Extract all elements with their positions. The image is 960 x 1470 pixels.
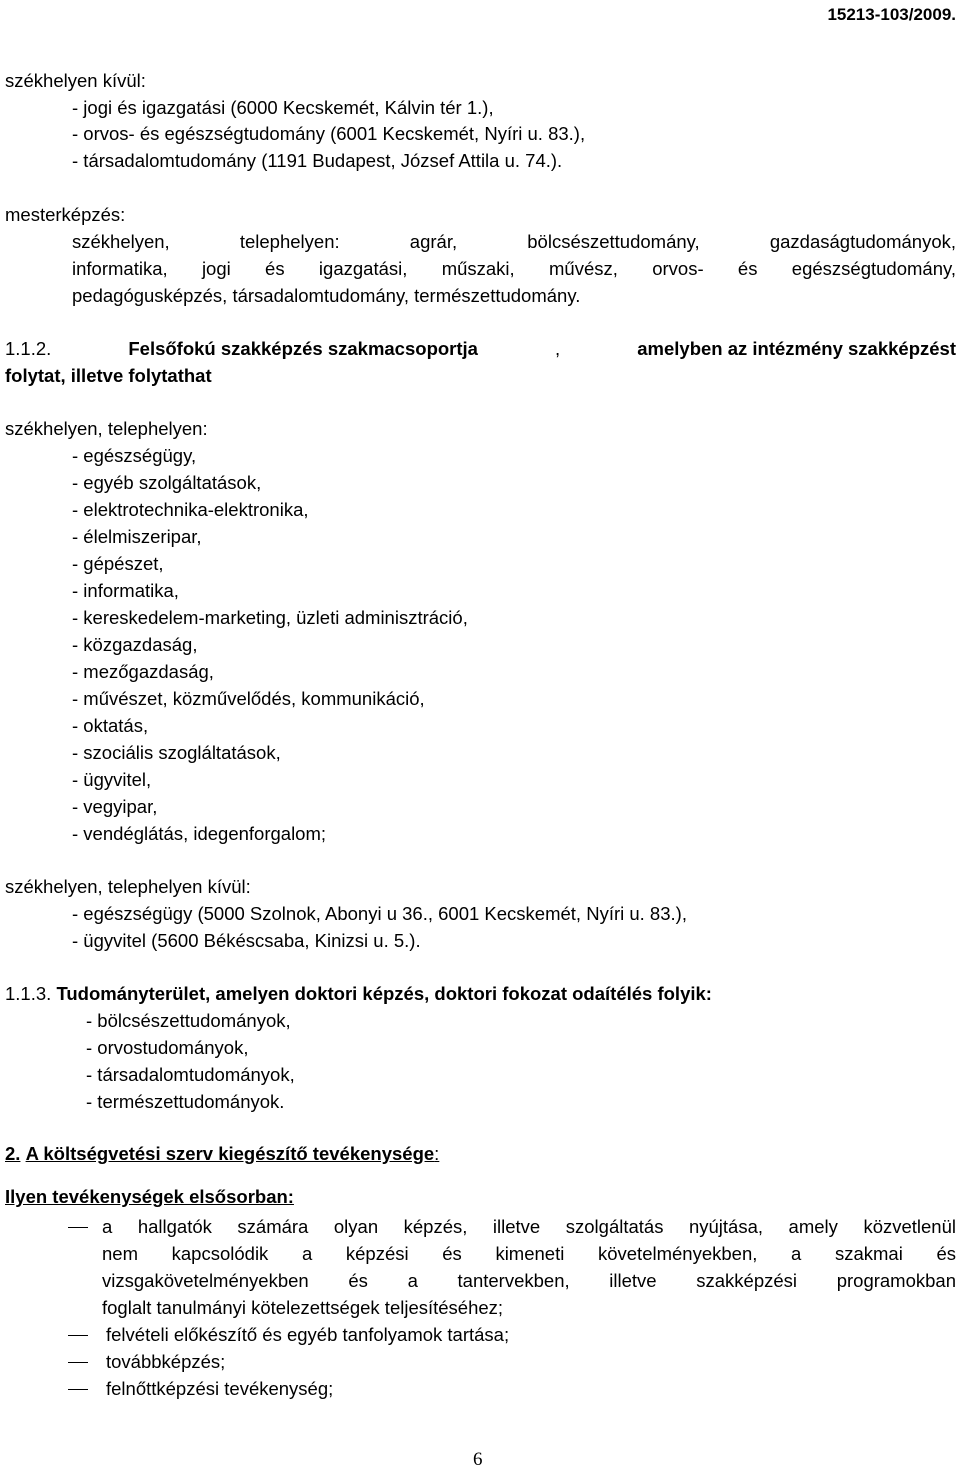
- list-item: - művészet, közművelődés, kommunikáció,: [72, 688, 425, 709]
- list-item: - vegyipar,: [72, 796, 158, 817]
- list-item: - mezőgazdaság,: [72, 661, 214, 682]
- paragraph-line: informatika, jogi és igazgatási, műszaki, művész, orvos- és egészségtudomány,: [72, 258, 956, 279]
- section-113-title: Tudományterület, amelyen doktori képzés, doktori fokozat odaítélés folyik:: [56, 983, 712, 1004]
- dash-bullet-icon: [68, 1227, 88, 1228]
- bullet-line: a hallgatók számára olyan képzés, illetve szolgáltatás nyújtása, amely közvetlenül: [102, 1216, 956, 1237]
- list-item: - elektrotechnika-elektronika,: [72, 499, 309, 520]
- bullet-line: nem kapcsolódik a képzési és kimeneti követelményekben, a szakmai és: [102, 1243, 956, 1264]
- block1-heading: székhelyen kívül:: [5, 70, 146, 91]
- section-2-title: A költségvetési szerv kiegészítő tevékenysége: [25, 1143, 435, 1164]
- list-item: - társadalomtudományok,: [86, 1064, 295, 1085]
- section-2-title-line: [5, 1145, 439, 1164]
- block2-heading: mesterképzés:: [5, 204, 126, 225]
- list-item: - szociális szogláltatások,: [72, 742, 281, 763]
- list-item: - egészségügy (5000 Szolnok, Abonyi u 36., 6001 Kecskemét, Nyíri u. 83.),: [72, 903, 687, 924]
- list-item: - ügyvitel,: [72, 769, 152, 790]
- section-112-title-line: [5, 340, 956, 359]
- list-item: - egészségügy,: [72, 445, 197, 466]
- section-113-title-line: [5, 985, 712, 1004]
- list-item: - vendéglátás, idegenforgalom;: [72, 823, 327, 844]
- section-112-title-separator: ,: [555, 338, 561, 359]
- list-item: - közgazdaság,: [72, 634, 198, 655]
- section-2-colon: :: [434, 1143, 440, 1164]
- list-item: - egyéb szolgáltatások,: [72, 472, 262, 493]
- section-112-title-bold: Felsőfokú szakképzés szakmacsoportja: [128, 338, 478, 359]
- section-112-sub2-heading: székhelyen, telephelyen kívül:: [5, 876, 251, 897]
- list-item: - orvos- és egészségtudomány (6001 Kecskemét, Nyíri u. 83.),: [72, 123, 586, 144]
- paragraph-line: székhelyen, telephelyen: agrár, bölcsészettudomány, gazdaságtudományok,: [72, 231, 956, 252]
- bullet-line: vizsgakövetelményekben és a tantervekben, illetve szakképzési programokban: [102, 1270, 956, 1291]
- document-number: 15213-103/2009.: [827, 5, 956, 24]
- list-item: - informatika,: [72, 580, 179, 601]
- list-item: - jogi és igazgatási (6000 Kecskemét, Kálvin tér 1.),: [72, 97, 494, 118]
- bullet-line: továbbképzés;: [106, 1351, 226, 1372]
- section-112-sub1-heading: székhelyen, telephelyen:: [5, 418, 208, 439]
- list-item: - ügyvitel (5600 Békéscsaba, Kinizsi u. 5.).: [72, 930, 421, 951]
- list-item: - természettudományok.: [86, 1091, 285, 1112]
- list-item: - oktatás,: [72, 715, 149, 736]
- bullet-line: felvételi előkészítő és egyéb tanfolyamok tartása;: [106, 1324, 510, 1345]
- dash-bullet-icon: [68, 1389, 88, 1390]
- dash-bullet-icon: [68, 1335, 88, 1336]
- list-item: - gépészet,: [72, 553, 164, 574]
- section-2-number: 2.: [5, 1143, 21, 1164]
- section-112-number: 1.1.2.: [5, 338, 52, 359]
- paragraph-line: pedagógusképzés, társadalomtudomány, természettudomány.: [72, 285, 581, 306]
- dash-bullet-icon: [68, 1362, 88, 1363]
- bullet-line: felnőttképzési tevékenység;: [106, 1378, 334, 1399]
- bullet-line: foglalt tanulmányi kötelezettségek teljesítéséhez;: [102, 1297, 504, 1318]
- list-item: - élelmiszeripar,: [72, 526, 202, 547]
- list-item: - társadalomtudomány (1191 Budapest, József Attila u. 74.).: [72, 150, 563, 171]
- list-item: - bölcsészettudományok,: [86, 1010, 291, 1031]
- section-113-number: 1.1.3.: [5, 983, 52, 1004]
- list-item: - kereskedelem-marketing, üzleti adminisztráció,: [72, 607, 468, 628]
- section-2-subheading: Ilyen tevékenységek elsősorban:: [5, 1186, 294, 1207]
- section-112-title-rest: amelyben az intézmény szakképzést: [637, 338, 956, 359]
- page-number: 6: [473, 1449, 483, 1470]
- section-112-title-line2: folytat, illetve folytathat: [5, 365, 212, 386]
- list-item: - orvostudományok,: [86, 1037, 249, 1058]
